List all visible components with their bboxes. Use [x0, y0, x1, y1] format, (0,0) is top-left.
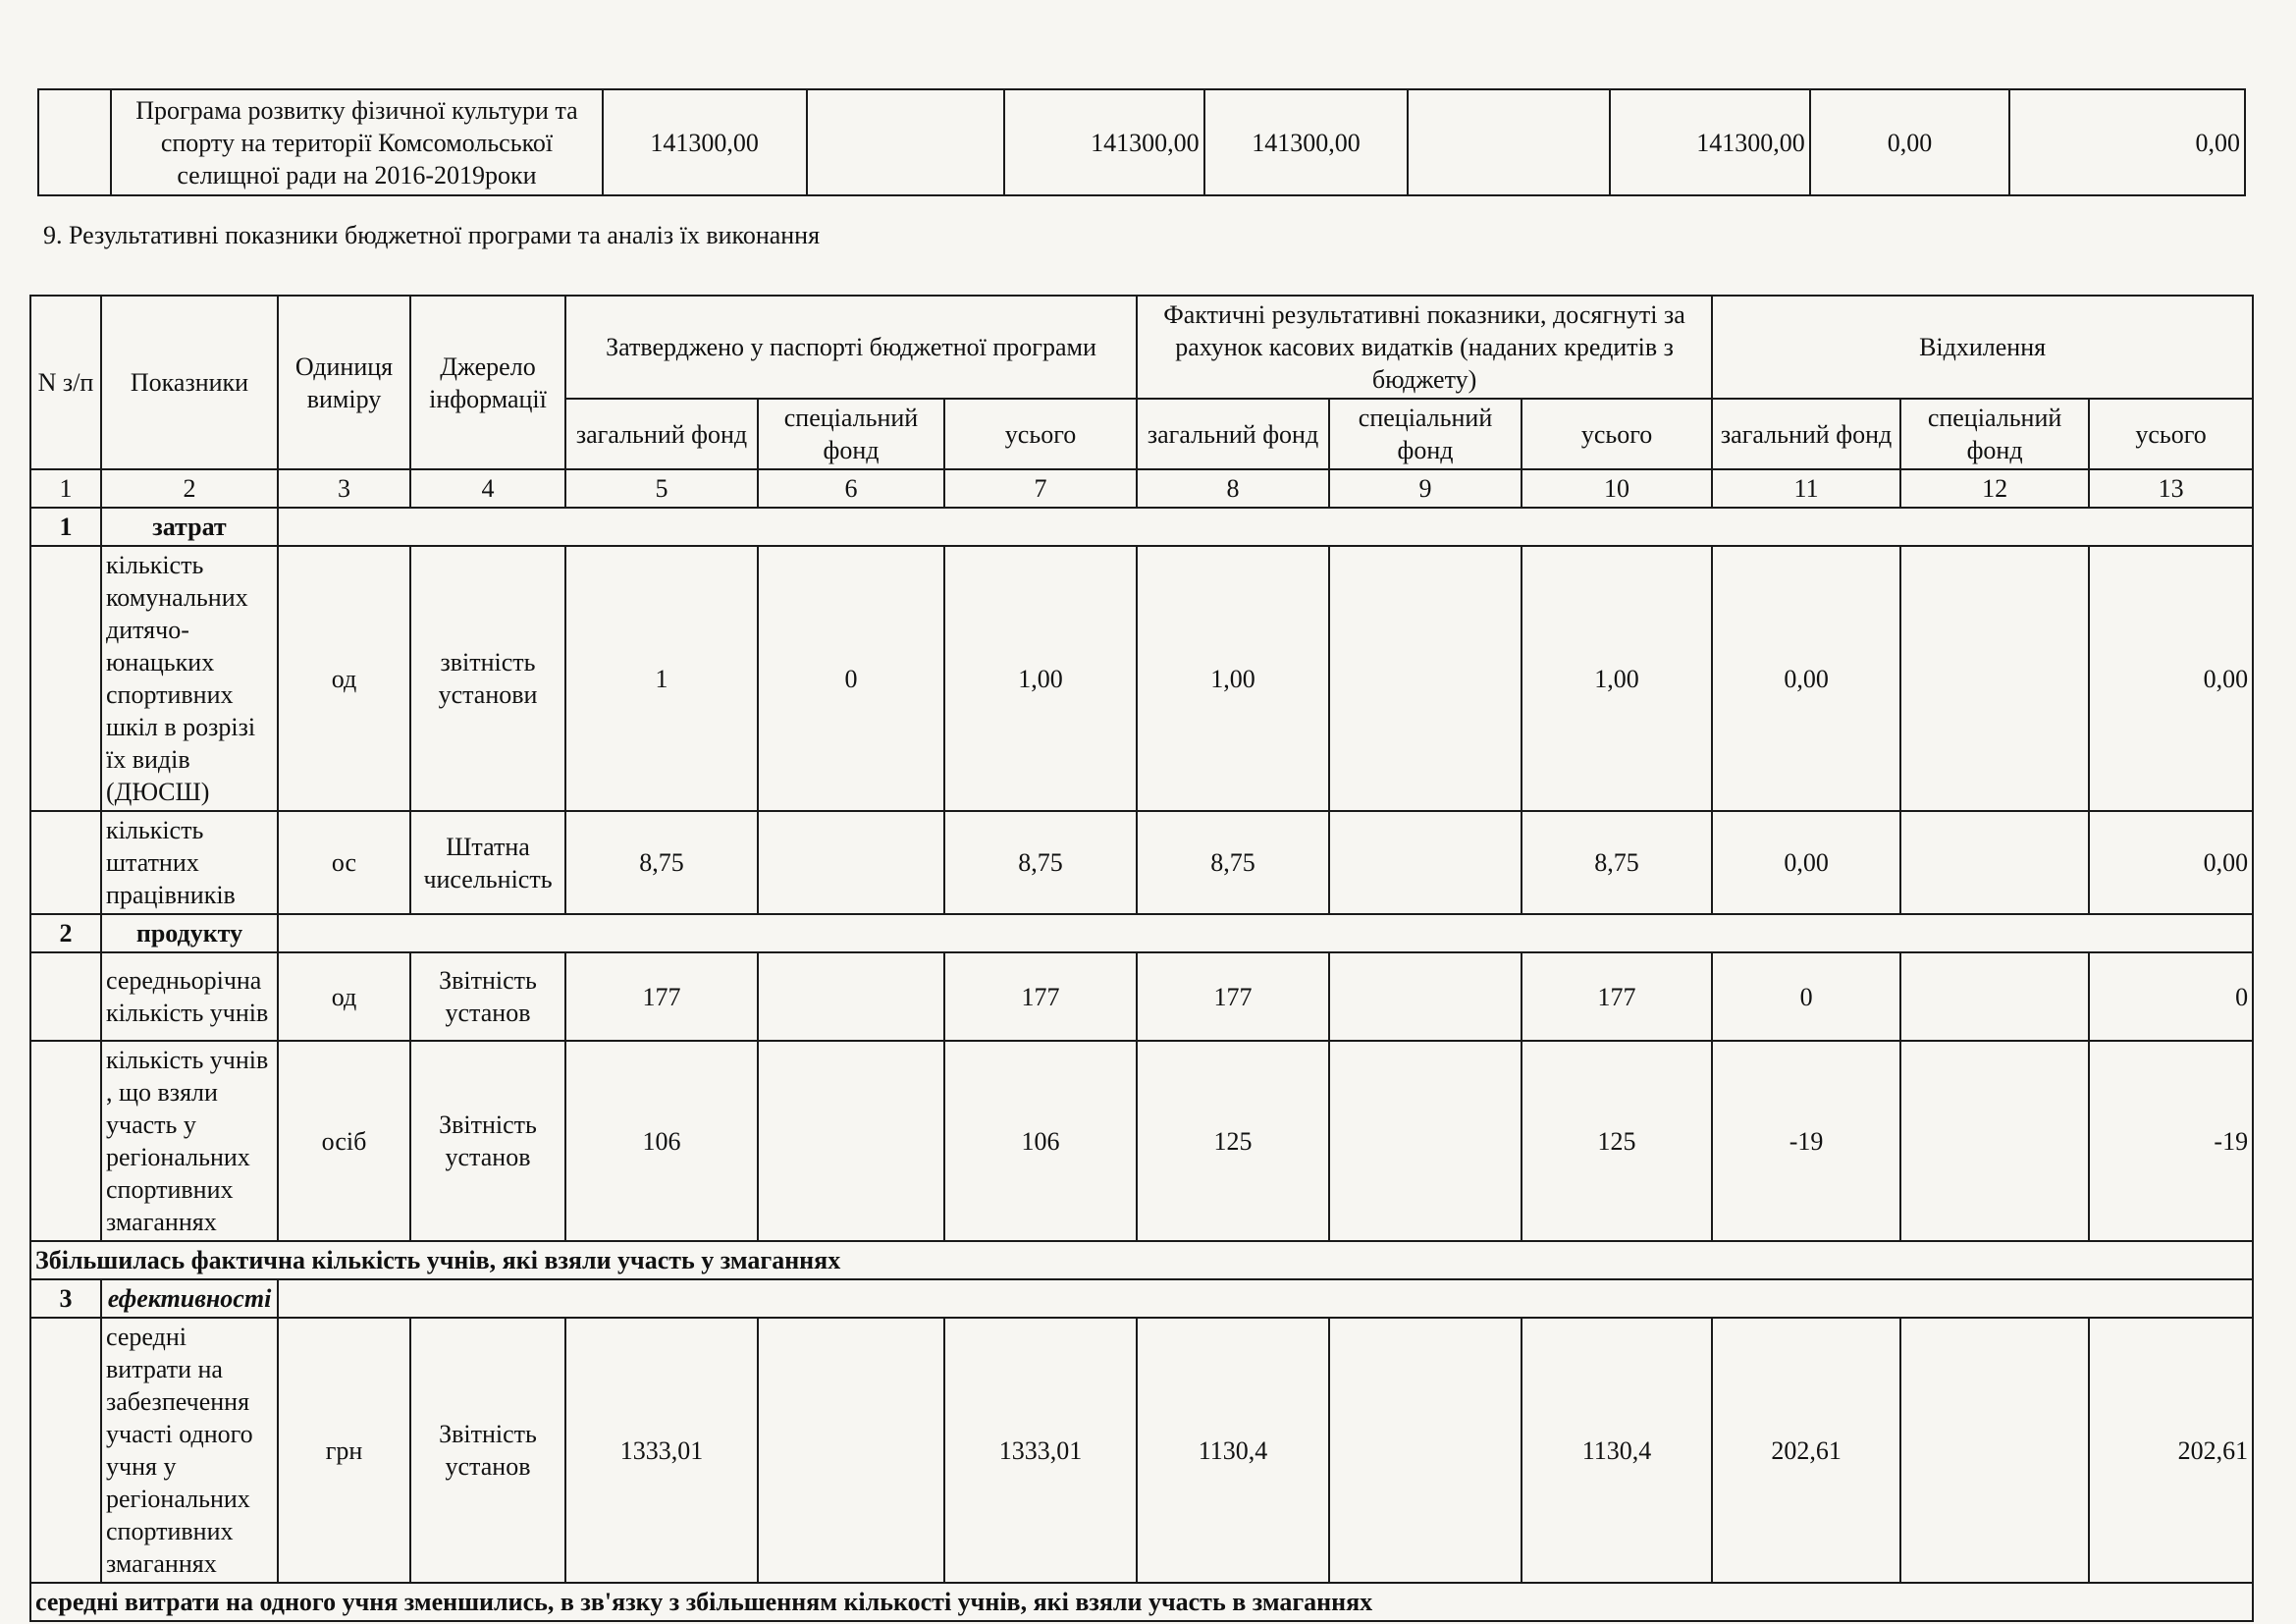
row-unit: осіб [278, 1041, 410, 1241]
row-c13: 0,00 [2089, 546, 2253, 811]
group-spacer [278, 508, 2253, 546]
row-source: звітність установи [410, 546, 565, 811]
col-number: 13 [2089, 469, 2253, 508]
col-number: 12 [1900, 469, 2089, 508]
row-name: середньорічна кількість учнів [101, 952, 278, 1041]
row-c13: 202,61 [2089, 1318, 2253, 1583]
header-deviation: Відхилення [1712, 296, 2253, 399]
row-source: Звітність установ [410, 1318, 565, 1583]
header-total-10: усього [1522, 399, 1712, 469]
row-c12 [1900, 811, 2089, 914]
program-row-table [37, 88, 2246, 196]
row-name: кількість комунальних дитячо-юнацьких спортивних шкіл в розрізі їх видів (ДЮСШ) [101, 546, 278, 811]
row-num [30, 546, 101, 811]
program-c9 [1408, 89, 1610, 195]
program-c13: 0,00 [2009, 89, 2245, 195]
row-num [30, 811, 101, 914]
group-title: продукту [101, 914, 278, 952]
row-c12 [1900, 952, 2089, 1041]
header-total-13: усього [2089, 399, 2253, 469]
row-c11: 0 [1712, 952, 1900, 1041]
row-c10: 177 [1522, 952, 1712, 1041]
header-actual: Фактичні результативні показники, досягнуті за рахунок касових видатків (наданих кредитів з бюджету) [1137, 296, 1712, 399]
row-c5: 177 [565, 952, 758, 1041]
row-num [30, 1041, 101, 1241]
header-special-fund-12: спеціальний фонд [1900, 399, 2089, 469]
row-c11: -19 [1712, 1041, 1900, 1241]
group-spacer [278, 914, 2253, 952]
group-num: 1 [30, 508, 101, 546]
program-name: Програма розвитку фізичної культури та спорту на території Комсомольської селищної ради на 2016-2019роки [111, 89, 602, 195]
program-c8: 141300,00 [1204, 89, 1409, 195]
row-unit: ос [278, 811, 410, 914]
row-name: кількість штатних працівників [101, 811, 278, 914]
row-c9 [1329, 952, 1522, 1041]
row-c8: 177 [1137, 952, 1329, 1041]
group-title: ефективності [101, 1279, 278, 1318]
row-c6 [758, 1318, 944, 1583]
row-unit: од [278, 952, 410, 1041]
row-c9 [1329, 1041, 1522, 1241]
row-c9 [1329, 546, 1522, 811]
col-number: 7 [944, 469, 1137, 508]
col-number: 6 [758, 469, 944, 508]
col-number: 1 [30, 469, 101, 508]
row-c5: 1333,01 [565, 1318, 758, 1583]
indicators-table [29, 295, 2254, 1622]
row-c6 [758, 1041, 944, 1241]
col-number: 3 [278, 469, 410, 508]
header-general-fund-8: загальний фонд [1137, 399, 1329, 469]
row-c12 [1900, 1041, 2089, 1241]
header-general-fund-11: загальний фонд [1712, 399, 1900, 469]
product-note: Збільшилась фактична кількість учнів, які взяли участь у змаганнях [30, 1241, 2253, 1279]
row-num [30, 952, 101, 1041]
group-spacer [278, 1279, 2253, 1318]
col-number: 2 [101, 469, 278, 508]
row-c5: 106 [565, 1041, 758, 1241]
row-c5: 8,75 [565, 811, 758, 914]
row-c13: -19 [2089, 1041, 2253, 1241]
row-c13: 0,00 [2089, 811, 2253, 914]
row-name: кількість учнів , що взяли участь у регіональних спортивних змаганнях [101, 1041, 278, 1241]
group-title: затрат [101, 508, 278, 546]
row-c12 [1900, 1318, 2089, 1583]
col-number: 10 [1522, 469, 1712, 508]
header-general-fund-5: загальний фонд [565, 399, 758, 469]
program-c10: 141300,00 [1610, 89, 1810, 195]
row-source: Звітність установ [410, 1041, 565, 1241]
col-number: 9 [1329, 469, 1522, 508]
row-c5: 1 [565, 546, 758, 811]
header-unit: Одиниця виміру [278, 296, 410, 469]
header-special-fund-6: спеціальний фонд [758, 399, 944, 469]
row-c6 [758, 811, 944, 914]
header-source: Джерело інформації [410, 296, 565, 469]
row-c8: 1130,4 [1137, 1318, 1329, 1583]
row-c10: 1130,4 [1522, 1318, 1712, 1583]
row-c11: 0,00 [1712, 546, 1900, 811]
row-c10: 8,75 [1522, 811, 1712, 914]
efficiency-note: середні витрати на одного учня зменшились, в зв'язку з збільшенням кількості учнів, які взяли участь в змаганнях [30, 1583, 2253, 1621]
header-approved: Затверджено у паспорті бюджетної програми [565, 296, 1137, 399]
row-c7: 1,00 [944, 546, 1137, 811]
row-c11: 202,61 [1712, 1318, 1900, 1583]
row-name: середні витрати на забезпечення участі одного учня у регіональних спортивних змаганнях [101, 1318, 278, 1583]
program-c7: 141300,00 [1004, 89, 1204, 195]
col-number: 8 [1137, 469, 1329, 508]
row-c7: 177 [944, 952, 1137, 1041]
row-c11: 0,00 [1712, 811, 1900, 914]
row-c6: 0 [758, 546, 944, 811]
row-c7: 106 [944, 1041, 1137, 1241]
row-c7: 8,75 [944, 811, 1137, 914]
group-num: 2 [30, 914, 101, 952]
row-source: Штатна чисельність [410, 811, 565, 914]
row-unit: грн [278, 1318, 410, 1583]
program-c11: 0,00 [1810, 89, 2010, 195]
row-c9 [1329, 1318, 1522, 1583]
section-title: 9. Результативні показники бюджетної програми та аналіз їх виконання [43, 221, 821, 249]
program-c6 [807, 89, 1004, 195]
row-c8: 1,00 [1137, 546, 1329, 811]
row-num [30, 1318, 101, 1583]
row-c12 [1900, 546, 2089, 811]
header-indicators: Показники [101, 296, 278, 469]
header-special-fund-9: спеціальний фонд [1329, 399, 1522, 469]
row-source: Звітність установ [410, 952, 565, 1041]
group-num: 3 [30, 1279, 101, 1318]
row-c7: 1333,01 [944, 1318, 1137, 1583]
col-number: 11 [1712, 469, 1900, 508]
row-c8: 125 [1137, 1041, 1329, 1241]
row-c6 [758, 952, 944, 1041]
program-row-num [38, 89, 111, 195]
header-total-7: усього [944, 399, 1137, 469]
row-c10: 125 [1522, 1041, 1712, 1241]
row-unit: од [278, 546, 410, 811]
row-c8: 8,75 [1137, 811, 1329, 914]
row-c10: 1,00 [1522, 546, 1712, 811]
col-number: 4 [410, 469, 565, 508]
row-c13: 0 [2089, 952, 2253, 1041]
row-c9 [1329, 811, 1522, 914]
program-c5: 141300,00 [603, 89, 807, 195]
header-num: N з/п [30, 296, 101, 469]
col-number: 5 [565, 469, 758, 508]
